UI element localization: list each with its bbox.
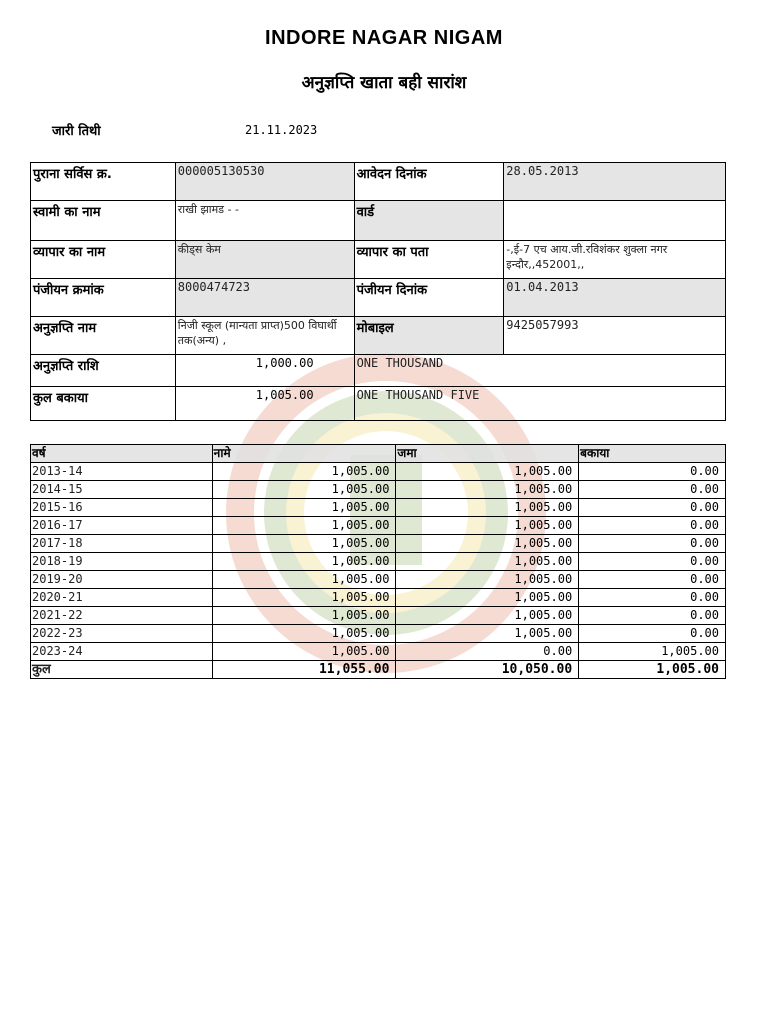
ledger-debit: 1,005.00 — [212, 571, 396, 589]
table-row — [31, 481, 726, 499]
ledger-balance: 0.00 — [579, 517, 726, 535]
header-balance: बकाया — [579, 445, 726, 463]
ledger-year: 2019-20 — [31, 571, 213, 589]
owner-value: राखी झामड - - — [175, 201, 354, 241]
total-due-label: कुल बकाया — [31, 387, 176, 421]
ledger-credit: 1,005.00 — [396, 607, 579, 625]
total-due-words: ONE THOUSAND FIVE — [354, 387, 725, 421]
ledger-debit: 1,005.00 — [212, 463, 396, 481]
ledger-credit: 1,005.00 — [396, 625, 579, 643]
business-name-value: कीड्स केम — [175, 241, 354, 279]
table-row — [31, 625, 726, 643]
header-year: वर्ष — [31, 445, 213, 463]
ledger-balance: 0.00 — [579, 589, 726, 607]
total-ledger-balance: 1,005.00 — [579, 661, 726, 679]
ledger-balance: 0.00 — [579, 535, 726, 553]
registration-date-label: पंजीयन दिनांक — [354, 279, 504, 317]
business-name-label: व्यापार का नाम — [31, 241, 176, 279]
ledger-year: 2020-21 — [31, 589, 213, 607]
business-address-label: व्यापार का पता — [354, 241, 504, 279]
issue-date-label: जारी तिथी — [52, 124, 101, 139]
ledger-credit: 0.00 — [396, 643, 579, 661]
license-info-table — [30, 162, 726, 421]
ledger-credit: 1,005.00 — [396, 589, 579, 607]
ledger-balance: 0.00 — [579, 607, 726, 625]
mobile-label: मोबाइल — [354, 317, 504, 355]
ledger-balance: 0.00 — [579, 463, 726, 481]
ledger-debit: 1,005.00 — [212, 625, 396, 643]
ledger-balance: 1,005.00 — [579, 643, 726, 661]
ledger-credit: 1,005.00 — [396, 463, 579, 481]
page-title: INDORE NAGAR NIGAM — [265, 27, 503, 49]
ward-label: वार्ड — [354, 201, 504, 241]
ledger-debit: 1,005.00 — [212, 481, 396, 499]
table-row — [31, 643, 726, 661]
ledger-year: 2022-23 — [31, 625, 213, 643]
license-name-value: निजी स्कूल (मान्यता प्राप्त)500 विघार्थी तक(अन्य) , — [175, 317, 354, 355]
ledger-balance: 0.00 — [579, 481, 726, 499]
table-row — [31, 607, 726, 625]
table-row — [31, 517, 726, 535]
ledger-credit: 1,005.00 — [396, 571, 579, 589]
ledger-header-row — [31, 445, 726, 463]
ledger-debit: 1,005.00 — [212, 535, 396, 553]
ledger-year: 2023-24 — [31, 643, 213, 661]
license-amount-words: ONE THOUSAND — [354, 355, 725, 387]
ledger-year: 2016-17 — [31, 517, 213, 535]
ledger-credit: 1,005.00 — [396, 499, 579, 517]
header-credit: जमा — [396, 445, 579, 463]
table-row — [31, 553, 726, 571]
ledger-debit: 1,005.00 — [212, 643, 396, 661]
ledger-credit: 1,005.00 — [396, 535, 579, 553]
old-service-label: पुराना सर्विस क्र. — [31, 163, 176, 201]
ledger-year: 2017-18 — [31, 535, 213, 553]
registration-date-value: 01.04.2013 — [504, 279, 726, 317]
ledger-year: 2015-16 — [31, 499, 213, 517]
ledger-debit: 1,005.00 — [212, 553, 396, 571]
total-ledger-debit: 11,055.00 — [212, 661, 396, 679]
ledger-debit: 1,005.00 — [212, 607, 396, 625]
ward-value — [504, 201, 726, 241]
total-due-value: 1,005.00 — [175, 387, 354, 421]
ledger-year: 2013-14 — [31, 463, 213, 481]
license-amount-label: अनुज्ञप्ति राशि — [31, 355, 176, 387]
page-subtitle: अनुज्ञप्ति खाता बही सारांश — [301, 73, 467, 93]
ledger-year: 2014-15 — [31, 481, 213, 499]
ledger-credit: 1,005.00 — [396, 517, 579, 535]
old-service-value: 000005130530 — [175, 163, 354, 201]
application-date-value: 28.05.2013 — [504, 163, 726, 201]
license-amount-value: 1,000.00 — [175, 355, 354, 387]
business-address-value: -,ई-7 एच आय.जी.रविशंकर शुक्ला नगर इन्दौर,,452001,, — [504, 241, 726, 279]
table-row — [31, 463, 726, 481]
ledger-credit: 1,005.00 — [396, 481, 579, 499]
mobile-value: 9425057993 — [504, 317, 726, 355]
table-row — [31, 571, 726, 589]
ledger-balance: 0.00 — [579, 553, 726, 571]
owner-label: स्वामी का नाम — [31, 201, 176, 241]
table-row — [31, 589, 726, 607]
license-name-label: अनुज्ञप्ति नाम — [31, 317, 176, 355]
ledger-balance: 0.00 — [579, 625, 726, 643]
ledger-debit: 1,005.00 — [212, 499, 396, 517]
table-row — [31, 535, 726, 553]
ledger-debit: 1,005.00 — [212, 589, 396, 607]
ledger-credit: 1,005.00 — [396, 553, 579, 571]
header-debit: नामे — [212, 445, 396, 463]
ledger-table — [30, 444, 726, 679]
ledger-year: 2018-19 — [31, 553, 213, 571]
ledger-balance: 0.00 — [579, 499, 726, 517]
ledger-debit: 1,005.00 — [212, 517, 396, 535]
ledger-year: 2021-22 — [31, 607, 213, 625]
total-ledger-credit: 10,050.00 — [396, 661, 579, 679]
ledger-total-row — [31, 661, 726, 679]
table-row — [31, 499, 726, 517]
total-ledger-year: कुल — [31, 661, 213, 679]
ledger-balance: 0.00 — [579, 571, 726, 589]
application-date-label: आवेदन दिनांक — [354, 163, 504, 201]
registration-no-label: पंजीयन क्रमांक — [31, 279, 176, 317]
registration-no-value: 8000474723 — [175, 279, 354, 317]
issue-date-value: 21.11.2023 — [245, 123, 318, 137]
